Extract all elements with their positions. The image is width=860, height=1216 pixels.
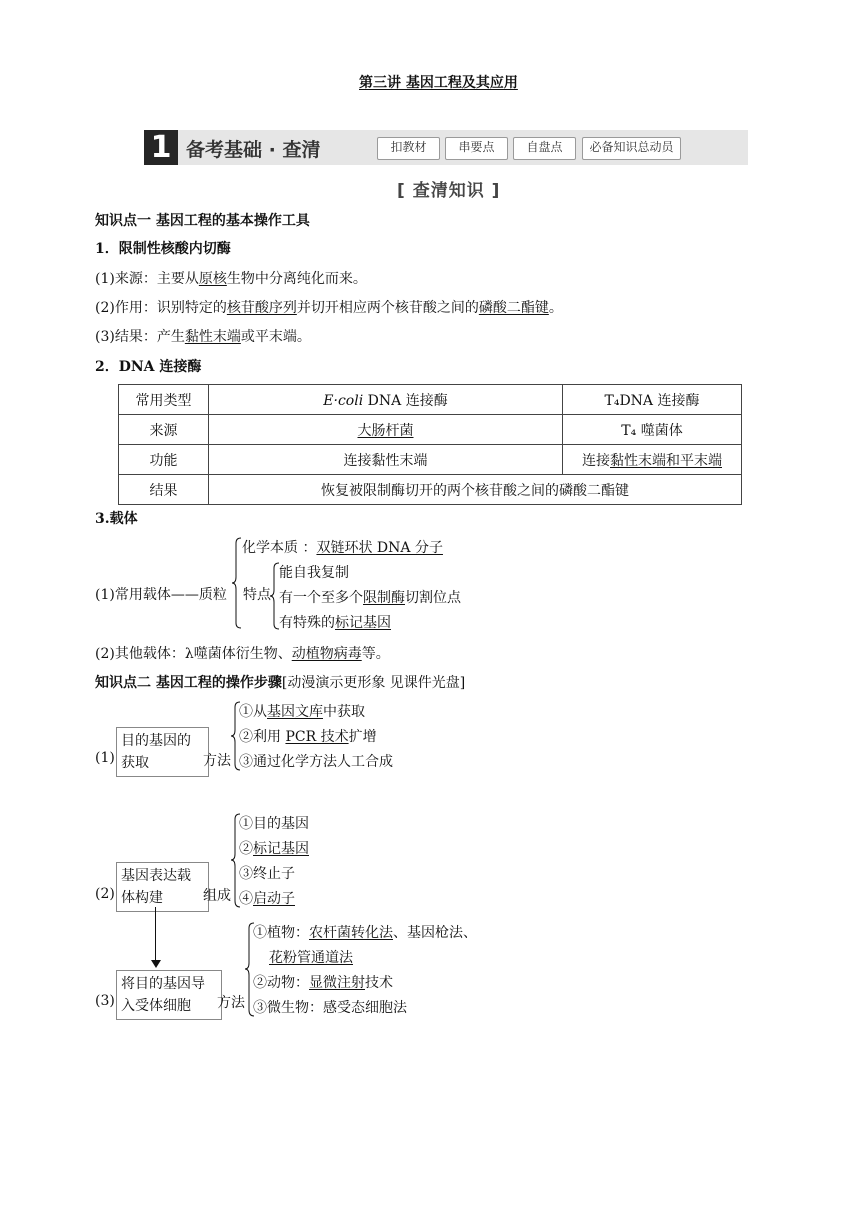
other-vectors: (2)其他载体：λ噬菌体衍生物、动植物病毒等。 [95, 646, 390, 662]
row-label: 功能 [119, 445, 209, 475]
section-banner [144, 130, 748, 165]
step1-number: (1) [95, 750, 115, 766]
step1-method-2: ②利用 PCR 技术扩增 [239, 729, 377, 745]
table-row [119, 385, 742, 415]
table-cell: 恢复被限制酶切开的两个核苷酸之间的磷酸二酯键 [209, 475, 742, 505]
table-row [119, 415, 742, 445]
tab-key-points[interactable]: 串要点 [445, 137, 508, 160]
row-label: 来源 [119, 415, 209, 445]
tab-self-check[interactable]: 自盘点 [513, 137, 576, 160]
step3-number: (3) [95, 993, 115, 1009]
row-label: 结果 [119, 475, 209, 505]
step3-box: 将目的基因导 入受体细胞 [116, 970, 222, 1020]
step2-composition-label: 组成 [203, 888, 231, 904]
table-cell: 连接黏性末端 [209, 445, 563, 475]
table-cell: E·coli DNA 连接酶 [209, 385, 563, 415]
s1-line-source: (1)来源：主要从原核生物中分离纯化而来。 [95, 271, 367, 287]
step3-method-label: 方法 [217, 995, 245, 1011]
method-microbe: ③微生物：感受态细胞法 [253, 1000, 407, 1016]
plasmid-label: (1)常用载体——质粒 [95, 587, 227, 603]
kp1-heading: 知识点一 基因工程的基本操作工具 [95, 213, 310, 229]
tab-textbook[interactable]: 扣教材 [377, 137, 440, 160]
trait-marker-gene: 有特殊的标记基因 [279, 615, 391, 631]
table-row [119, 445, 742, 475]
component-promoter: ④启动子 [239, 891, 295, 907]
tab-essential-knowledge[interactable]: 必备知识总动员 [582, 137, 681, 160]
component-marker-gene: ②标记基因 [239, 841, 309, 857]
component-target-gene: ①目的基因 [239, 816, 309, 832]
page-title: 第三讲 基因工程及其应用 [359, 75, 518, 91]
method-plant: ①植物：农杆菌转化法、基因枪法、 [253, 925, 477, 941]
table-cell: 连接黏性末端和平末端 [563, 445, 742, 475]
step1-method-label: 方法 [203, 753, 231, 769]
table-row [119, 475, 742, 505]
traits-label: 特点 [243, 587, 271, 603]
flow-arrow-line [155, 907, 156, 961]
trait-self-replicate: 能自我复制 [279, 565, 349, 581]
s1-title: 1．限制性核酸内切酶 [95, 241, 231, 257]
trait-restriction-sites: 有一个至多个限制酶切割位点 [279, 590, 461, 606]
step2-box: 基因表达载 体构建 [116, 862, 209, 912]
step1-method-1: ①从基因文库中获取 [239, 704, 365, 720]
step1-method-3: ③通过化学方法人工合成 [239, 754, 393, 770]
table-cell: T₄ 噬菌体 [563, 415, 742, 445]
step2-number: (2) [95, 886, 115, 902]
plasmid-nature: 化学本质 ：双链环状 DNA 分子 [242, 540, 443, 556]
ligase-table [118, 384, 742, 505]
section-subheading: [ 查清知识 ] [397, 181, 501, 201]
row-label: 常用类型 [119, 385, 209, 415]
s1-line-function: (2)作用：识别特定的核苷酸序列并切开相应两个核苷酸之间的磷酸二酯键。 [95, 300, 563, 316]
table-cell: 大肠杆菌 [209, 415, 563, 445]
component-terminator: ③终止子 [239, 866, 295, 882]
method-plant-cont: 花粉管通道法 [269, 950, 353, 966]
banner-number: 1 [144, 130, 178, 165]
s2-title: 2．DNA 连接酶 [95, 359, 202, 375]
brace-plasmid [232, 537, 242, 629]
step1-box: 目的基因的 获取 [116, 727, 209, 777]
table-cell: T₄DNA 连接酶 [563, 385, 742, 415]
arrow-down-icon [151, 960, 161, 968]
s3-title: 3.载体 [95, 511, 138, 527]
kp2-heading: 知识点二 基因工程的操作步骤[动漫演示更形象 见课件光盘] [95, 675, 466, 691]
s1-line-result: (3)结果：产生黏性末端或平末端。 [95, 329, 311, 345]
method-animal: ②动物：显微注射技术 [253, 975, 393, 991]
banner-title: 备考基础 · 查清 [186, 139, 321, 161]
